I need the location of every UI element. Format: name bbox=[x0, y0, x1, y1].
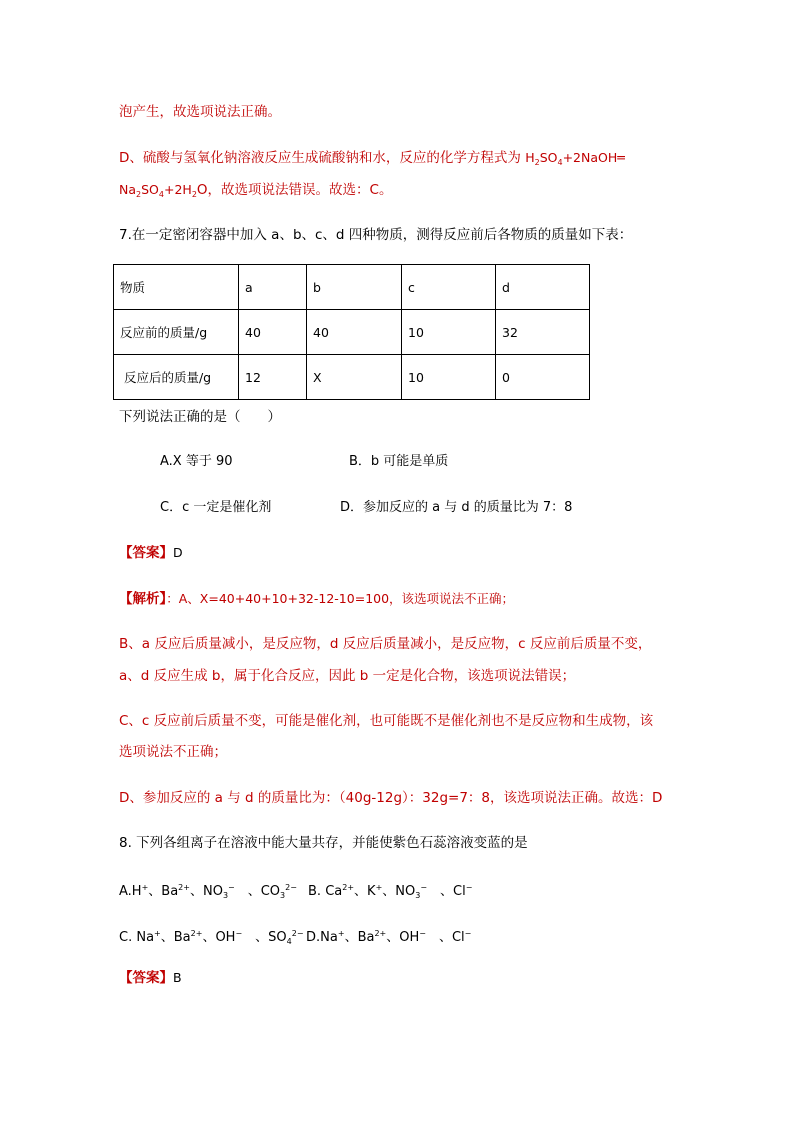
q8-stem: 8. 下列各组离子在溶液中能大量共存，并能使紫色石蕊溶液变蓝的是 bbox=[119, 835, 528, 851]
answer-label: 【答案】 bbox=[119, 970, 173, 986]
answer-value: B bbox=[173, 970, 182, 985]
table-header-cell: 物质 bbox=[114, 265, 239, 310]
table-cell: 12 bbox=[239, 355, 307, 400]
q7-option-c: C．c 一定是催化剂 bbox=[160, 500, 272, 515]
q6-line-continuation: 泡产生，故选项说法正确。 bbox=[119, 104, 281, 120]
q7-analysis-line-1 bbox=[119, 589, 514, 609]
q8-option-d: D.Na+、$Ba^{2+}$、OH− 、Cl− bbox=[306, 929, 472, 945]
q6-option-d-line2: $Na_2SO_4+2H_2O$，故选项说法错误。故选：C。 bbox=[119, 182, 393, 199]
q6-d-text: D、硫酸与氢氧化钠溶液反应生成硫酸钠和水，反应的化学方程式为 bbox=[119, 150, 526, 166]
table-header-cell: c bbox=[402, 265, 496, 310]
table-cell: 0 bbox=[496, 355, 590, 400]
table-cell: 32 bbox=[496, 310, 590, 355]
table-cell: X bbox=[307, 355, 402, 400]
table-cell: 40 bbox=[239, 310, 307, 355]
q7-analysis-line-4: C、c 反应前后质量不变，可能是催化剂，也可能既不是催化剂也不是反应物和生成物，该 bbox=[119, 713, 654, 729]
table-row bbox=[114, 310, 590, 355]
q7-analysis-line-3: a、d 反应生成 b，属于化合反应，因此 b 一定是化合物，该选项说法错误； bbox=[119, 668, 576, 684]
q7-analysis-line-5: 选项说法不正确； bbox=[119, 744, 227, 760]
q7-option-d: D．参加反应的 a 与 d 的质量比为 7：8 bbox=[340, 500, 573, 515]
answer-value: D bbox=[173, 545, 183, 560]
q8-option-c: C. Na+、$Ba^{2+}$、OH− 、$SO_4^{2-}$ bbox=[119, 929, 304, 946]
table-header-cell: b bbox=[307, 265, 402, 310]
table-cell: 10 bbox=[402, 355, 496, 400]
table-header-cell: a bbox=[239, 265, 307, 310]
q7-question: 下列说法正确的是（ ） bbox=[119, 409, 281, 425]
analysis-text: ：A、X=40+40+10+32-12-10=100，该选项说法不正确； bbox=[166, 591, 515, 606]
analysis-label: 【解析】 bbox=[119, 591, 167, 607]
q7-option-b: B．b 可能是单质 bbox=[349, 454, 449, 469]
q7-analysis-line-6: D、参加反应的 a 与 d 的质量比为：（40g-12g）：32g=7：8，该选项说法正确。故选：D bbox=[119, 790, 663, 806]
q6-option-d-line bbox=[119, 148, 625, 173]
table-cell: 反应后的质量/g bbox=[114, 355, 239, 400]
q7-analysis-line-2: B、a 反应后质量减小，是反应物，d 反应后质量减小，是反应物，c 反应前后质量不变， bbox=[119, 636, 652, 652]
table-header-row bbox=[114, 265, 590, 310]
answer-label: 【答案】 bbox=[119, 545, 173, 561]
q6-d-eq: $H_2SO_4+2NaOH═$ bbox=[525, 150, 625, 167]
table-cell: 反应前的质量/g bbox=[114, 310, 239, 355]
table-header-cell: d bbox=[496, 265, 590, 310]
q7-stem: 7.在一定密闭容器中加入 a、b、c、d 四种物质，测得反应前后各物质的质量如下表： bbox=[119, 227, 633, 243]
q7-mass-table bbox=[113, 264, 590, 400]
q7-answer bbox=[119, 543, 183, 563]
table-cell: 10 bbox=[402, 310, 496, 355]
q8-option-b: B. $Ca^{2+}$、K+、$NO_3^-$ 、Cl− bbox=[308, 883, 473, 900]
q7-option-a: A.X 等于 90 bbox=[160, 454, 233, 469]
table-cell: 40 bbox=[307, 310, 402, 355]
table-row bbox=[114, 355, 590, 400]
q6-d-eq-products: $Na_2SO_4+2H_2$ bbox=[119, 182, 197, 199]
q8-answer bbox=[119, 968, 182, 988]
q8-option-a: A.H+、$Ba^{2+}$、$NO_3^-$ 、$CO_3^{2-}$ bbox=[119, 883, 297, 900]
